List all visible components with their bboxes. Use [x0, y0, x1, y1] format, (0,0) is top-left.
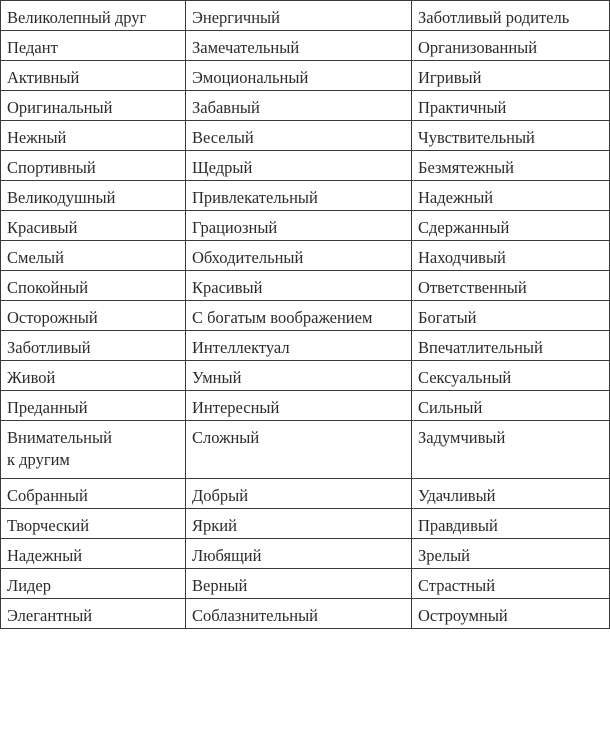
table-cell: [412, 61, 610, 91]
table-row: [1, 151, 610, 181]
table-row: [1, 479, 610, 509]
trait-label: Энергичный: [192, 8, 280, 27]
table-cell: [412, 391, 610, 421]
table-cell: [186, 599, 412, 629]
table-cell: [1, 1, 186, 31]
trait-label-line-2: к другим: [7, 450, 70, 469]
trait-label: Великодушный: [7, 188, 116, 207]
trait-label: Педант: [7, 38, 58, 57]
trait-label: Интересный: [192, 398, 280, 417]
table-row: [1, 331, 610, 361]
trait-label: Страстный: [418, 576, 496, 595]
table-cell: [412, 91, 610, 121]
table-cell: [412, 361, 610, 391]
table-cell: [412, 241, 610, 271]
trait-label: Удачливый: [418, 486, 496, 505]
trait-label: Яркий: [192, 516, 237, 535]
trait-label: Безмятежный: [418, 158, 514, 177]
table-row: [1, 1, 610, 31]
trait-label: Осторожный: [7, 308, 98, 327]
trait-label: Надежный: [418, 188, 494, 207]
table-cell: [412, 151, 610, 181]
table-cell: [186, 211, 412, 241]
table-cell: [1, 331, 186, 361]
trait-label: Задумчивый: [418, 428, 506, 447]
trait-label: Сексуальный: [418, 368, 512, 387]
trait-label: Богатый: [418, 308, 477, 327]
table-cell: [186, 569, 412, 599]
table-cell: [412, 1, 610, 31]
table-cell: [412, 211, 610, 241]
table-cell: [186, 301, 412, 331]
trait-label: Добрый: [192, 486, 249, 505]
trait-label: Находчивый: [418, 248, 506, 267]
table-cell: [186, 121, 412, 151]
table-cell: [1, 121, 186, 151]
trait-label: Игривый: [418, 68, 482, 87]
trait-label: Ответственный: [418, 278, 527, 297]
table-row: [1, 539, 610, 569]
table-cell: [1, 181, 186, 211]
table-cell: [412, 539, 610, 569]
trait-label: Нежный: [7, 128, 67, 147]
trait-label: Сложный: [192, 428, 260, 447]
trait-label: Умный: [192, 368, 242, 387]
table-row: [1, 91, 610, 121]
table-cell: [1, 421, 186, 479]
table-cell: [1, 569, 186, 599]
table-cell: [186, 421, 412, 479]
table-row: [1, 211, 610, 241]
table-cell: [186, 1, 412, 31]
trait-label: Элегантный: [7, 606, 93, 625]
trait-label: Обходительный: [192, 248, 304, 267]
table-cell: [186, 31, 412, 61]
trait-label: Организованный: [418, 38, 538, 57]
trait-label: Спортивный: [7, 158, 96, 177]
trait-label: Щедрый: [192, 158, 253, 177]
trait-label: Практичный: [418, 98, 507, 117]
trait-label: Интеллектуал: [192, 338, 290, 357]
table-cell: [186, 151, 412, 181]
table-cell: [412, 331, 610, 361]
table-row: [1, 361, 610, 391]
trait-label: Оригинальный: [7, 98, 113, 117]
table-cell: [1, 271, 186, 301]
table-cell: [1, 31, 186, 61]
table-cell: [412, 509, 610, 539]
trait-label: Привлекательный: [192, 188, 318, 207]
trait-label: Остроумный: [418, 606, 508, 625]
table-cell: [412, 479, 610, 509]
table-cell: [186, 539, 412, 569]
table-cell: [186, 181, 412, 211]
trait-label-line-1: Внимательный: [7, 428, 112, 447]
table-cell: [1, 211, 186, 241]
trait-label: Красивый: [192, 278, 263, 297]
table-row: [1, 599, 610, 629]
table-cell: [1, 91, 186, 121]
trait-label: Заботливый родитель: [418, 8, 570, 27]
trait-label: Соблазнительный: [192, 606, 319, 625]
trait-label: С богатым воображением: [192, 308, 373, 327]
table-cell: [1, 151, 186, 181]
trait-label: Активный: [7, 68, 80, 87]
table-row: [1, 421, 610, 479]
table-cell: [186, 331, 412, 361]
trait-label: Грациозный: [192, 218, 278, 237]
table-row: [1, 271, 610, 301]
table-cell: [186, 391, 412, 421]
table-row: [1, 61, 610, 91]
trait-label: Впечатлительный: [418, 338, 543, 357]
table-cell: [412, 301, 610, 331]
trait-label: Эмоциональный: [192, 68, 309, 87]
table-cell: [412, 31, 610, 61]
table-cell: [1, 301, 186, 331]
trait-label: Сильный: [418, 398, 483, 417]
trait-label: Сдержанный: [418, 218, 510, 237]
trait-label: Веселый: [192, 128, 254, 147]
table-cell: [412, 121, 610, 151]
table-row: [1, 31, 610, 61]
trait-label: Собранный: [7, 486, 88, 505]
table-cell: [186, 509, 412, 539]
trait-label: Красивый: [7, 218, 78, 237]
table-cell: [186, 271, 412, 301]
table-cell: [1, 241, 186, 271]
table-cell: [186, 241, 412, 271]
trait-label: Любящий: [192, 546, 262, 565]
trait-label: Живой: [7, 368, 56, 387]
table-row: [1, 121, 610, 151]
table-cell: [186, 61, 412, 91]
table-cell: [186, 479, 412, 509]
table-cell: [1, 509, 186, 539]
trait-label: Великолепный друг: [7, 8, 147, 27]
trait-label: Забавный: [192, 98, 260, 117]
table-row: [1, 241, 610, 271]
trait-label: Смелый: [7, 248, 64, 267]
trait-label: Правдивый: [418, 516, 498, 535]
table-cell: [186, 91, 412, 121]
table-row: [1, 391, 610, 421]
table-row: [1, 569, 610, 599]
trait-label: Творческий: [7, 516, 90, 535]
trait-label: Лидер: [7, 576, 51, 595]
table-cell: [1, 539, 186, 569]
trait-label: Спокойный: [7, 278, 89, 297]
table-body: [1, 1, 610, 629]
table-cell: [412, 181, 610, 211]
trait-label: Преданный: [7, 398, 88, 417]
table-row: [1, 509, 610, 539]
table-cell: [1, 361, 186, 391]
table-cell: [186, 361, 412, 391]
table-cell: [1, 599, 186, 629]
table-cell: [412, 569, 610, 599]
table-row: [1, 301, 610, 331]
trait-label: Верный: [192, 576, 248, 595]
trait-label: Зрелый: [418, 546, 470, 565]
table-cell: [1, 479, 186, 509]
table-row: [1, 181, 610, 211]
table-cell: [1, 391, 186, 421]
trait-label: Замечательный: [192, 38, 300, 57]
trait-label: Заботливый: [7, 338, 91, 357]
trait-label: Чувствительный: [418, 128, 535, 147]
table-cell: [412, 421, 610, 479]
table-cell: [412, 271, 610, 301]
table-cell: [1, 61, 186, 91]
table-cell: [412, 599, 610, 629]
trait-label: Надежный: [7, 546, 83, 565]
